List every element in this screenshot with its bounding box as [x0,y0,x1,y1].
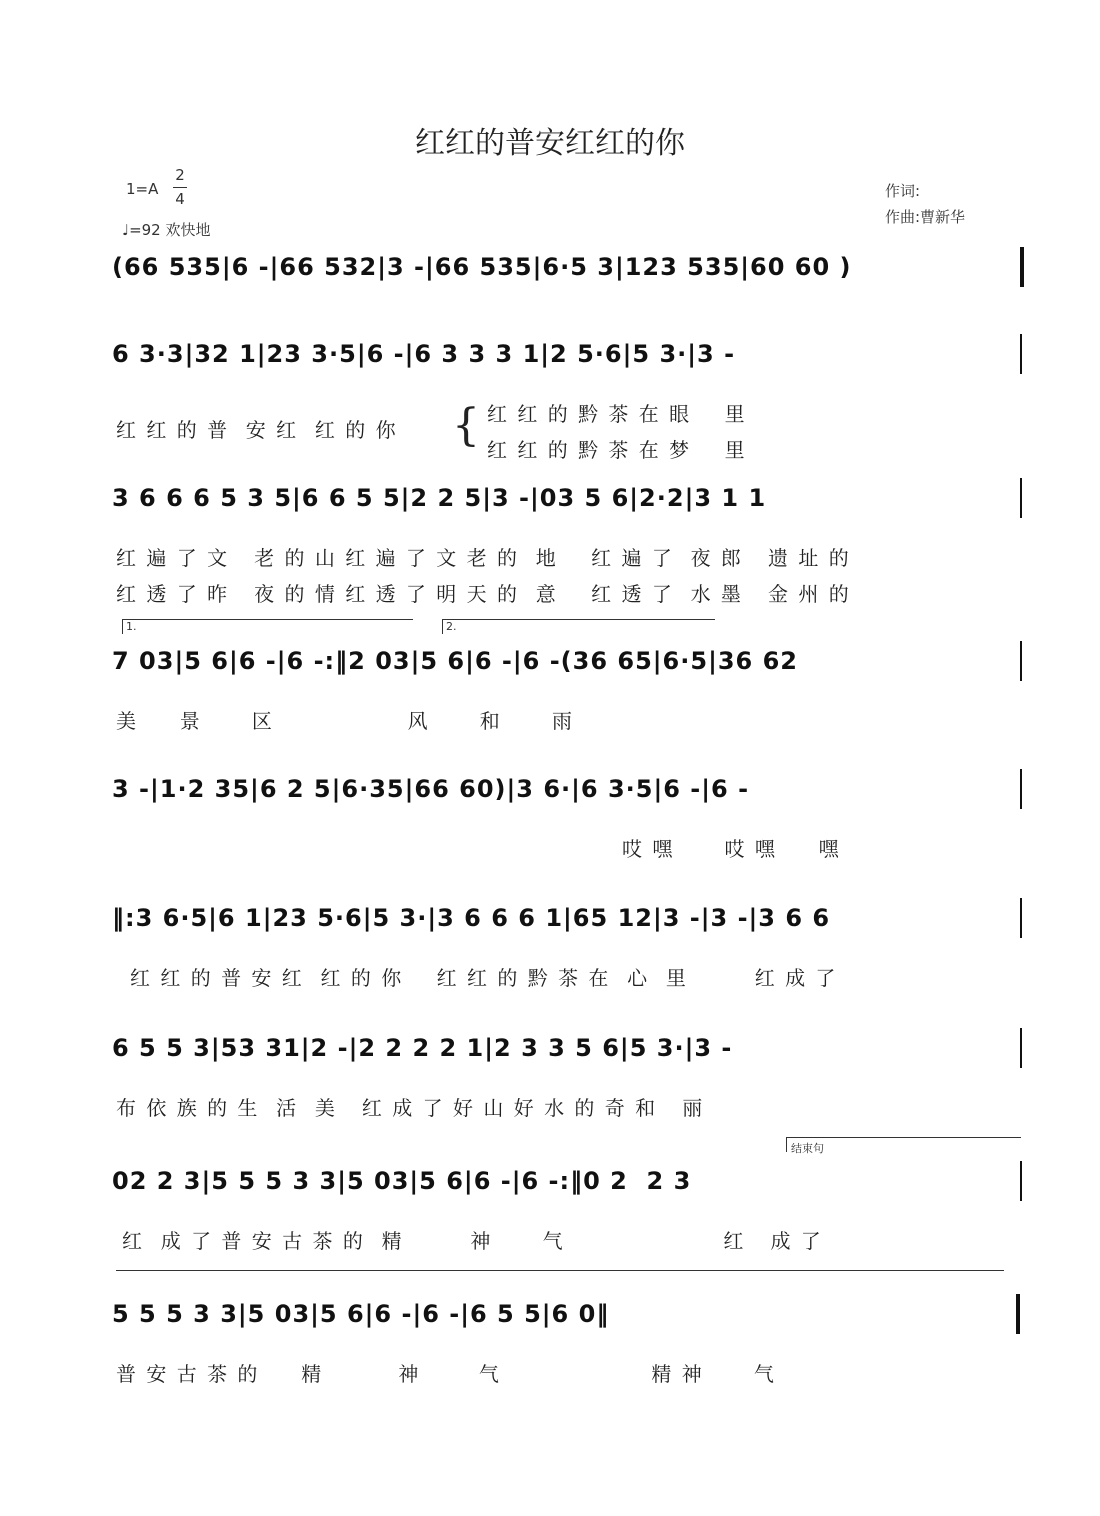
lyric-line: 红 成 了 普 安 古 茶 的 精 神 气 红 成 了 [122,1229,823,1253]
music-row-7 [112,1034,1032,1074]
second-ending-bracket: 2. [442,619,715,634]
time-signature-denominator: 4 [175,190,185,208]
music-row-2 [112,340,1032,380]
notation-line: ‖:3 6·5|6 1|23 5·6|5 3·|3 6 6 6 1|65 12|3 -|3 -|3 6 6 [112,904,831,932]
music-row-5 [112,775,1032,815]
composer-credit: 作曲:曹新华 [885,208,966,226]
tempo-marking: ♩=92 欢快地 [122,221,211,239]
final-barline [1016,1294,1020,1334]
lyric-line: 红 遍 了 文 老 的 山 红 遍 了 文 老 的 地 红 遍 了 夜 郎 遗 址 的 [116,546,851,570]
barline [1020,247,1024,287]
music-row-8 [112,1167,1032,1207]
notation-line: (66 535|6 -|66 532|3 -|66 535|6·5 3|123 535|60 60 ) [112,253,852,281]
lyric-line: 布 依 族 的 生 活 美 红 成 了 好 山 好 水 的 奇 和 丽 [116,1096,705,1120]
ending-phrase-continuation [116,1270,1004,1271]
lyric-line: 红 红 的 普 安 红 红 的 你 红 红 的 黔 茶 在 心 里 红 成 了 [130,966,838,990]
notation-line: 6 3·3|32 1|23 3·5|6 -|6 3 3 3 1|2 5·6|5 3·|3 - [112,340,736,368]
notation-line: 3 6 6 6 5 3 5|6 6 5 5|2 2 5|3 -|03 5 6|2·2|3 1 1 [112,484,767,512]
notation-line: 3 -|1·2 35|6 2 5|6·35|66 60)|3 6·|6 3·5|6 -|6 - [112,775,750,803]
time-signature-numerator: 2 [175,166,185,184]
notation-line: 6 5 5 3|53 31|2 -|2 2 2 2 1|2 3 3 5 6|5 3·|3 - [112,1034,733,1062]
music-row-6 [112,904,1032,944]
notation-line: 02 2 3|5 5 5 3 3|5 03|5 6|6 -|6 -:‖0 2 2 3 [112,1167,692,1195]
lyric-line: 红 红 的 普 安 红 红 的 你 [116,418,398,442]
barline [1020,334,1022,374]
music-row-9 [112,1300,1032,1340]
notation-line: 7 03|5 6|6 -|6 -:‖2 03|5 6|6 -|6 -(36 65|6·5|36 62 [112,647,798,675]
barline [1020,898,1022,938]
first-ending-bracket: 1. [122,619,413,634]
lyric-line-alt-1: 红 红 的 黔 茶 在 眼 里 [487,402,747,426]
lyric-line-alt-2: 红 红 的 黔 茶 在 梦 里 [487,438,747,462]
ending-phrase-bracket: 结束句 [786,1137,1021,1152]
lyric-brace: { [452,400,480,451]
barline [1020,1028,1022,1068]
key-signature: 1=A [126,180,159,198]
lyric-line: 美 景 区 风 和 雨 [116,709,574,733]
barline [1020,1161,1022,1201]
lyricist-credit: 作词: [885,182,921,200]
music-row-4 [112,647,1032,687]
barline [1020,641,1022,681]
lyric-line: 哎 嘿 哎 嘿 嘿 [622,837,841,861]
song-title: 红红的普安红红的你 [415,126,685,161]
time-signature-line [173,187,187,188]
music-row-1 [112,253,1032,293]
lyric-line: 红 透 了 昨 夜 的 情 红 透 了 明 天 的 意 红 透 了 水 墨 金 州 的 [116,582,851,606]
barline [1020,478,1022,518]
notation-line: 5 5 5 3 3|5 03|5 6|6 -|6 -|6 5 5|6 0‖ [112,1300,610,1328]
lyric-line: 普 安 古 茶 的 精 神 气 精 神 气 [116,1362,776,1386]
barline [1020,769,1022,809]
music-row-3 [112,484,1032,524]
